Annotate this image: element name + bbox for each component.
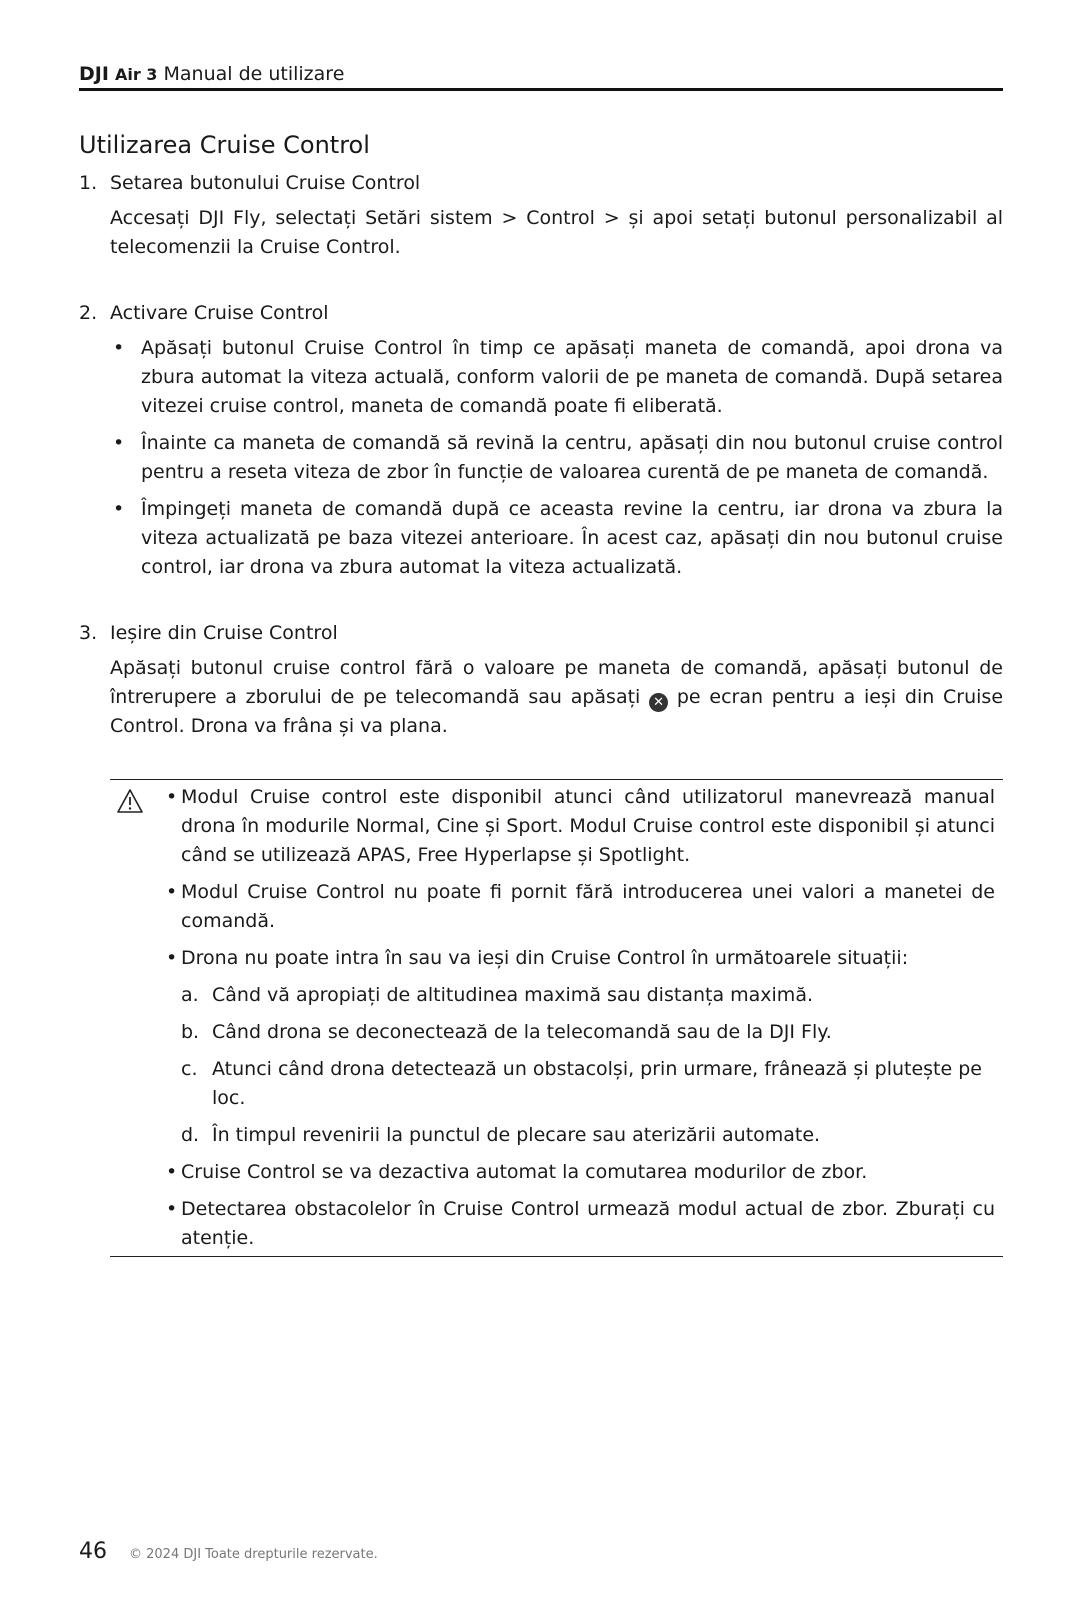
bullet-list	[110, 334, 1003, 582]
sub-item: a. Când vă apropiați de altitudinea maximă sau distanța maximă.	[181, 984, 813, 1006]
step-heading: Setarea butonului Cruise Control	[110, 172, 421, 194]
step-heading: Activare Cruise Control	[110, 302, 329, 324]
step-text: Accesați DJI Fly, selectați Setări sistem > Control > și apoi setați butonul personalizabil al telecomenzii la Cruise Control.	[110, 207, 1003, 258]
main-content	[79, 168, 1003, 741]
step-3	[79, 618, 1003, 741]
page-footer	[79, 1539, 378, 1564]
step-2	[79, 298, 1003, 582]
section-title: Utilizarea Cruise Control	[79, 131, 370, 159]
list-item: • Înainte ca maneta de comandă să revină la centru, apăsați din nou butonul cruise control pentru a reseta viteza de zbor în funcție de valoarea curentă de pe maneta de comandă.	[113, 432, 1003, 483]
document-title: Manual de utilizare	[163, 63, 345, 85]
warning-icon	[116, 788, 144, 814]
product-model: Air 3	[114, 65, 158, 84]
note-item: • Drona nu poate intra în sau va ieși din Cruise Control în următoarele situații: a. Când vă apropiați de altitudinea maximă sau distanța maximă. b. Când drona se deconectează de la telecomandă sau de la DJI Fly. c. Atunci când drona detectează un obstacolși, prin urmare, frânează și plutește pe loc. d. În timpul revenirii la punctul de plecare sau aterizării automate.	[166, 944, 995, 1150]
step-text: Apăsați butonul cruise control fără o valoare pe maneta de comandă, apăsați butonul de întrerupere a zborului de pe telecomandă sau apăsați ✕ pe ecran pentru a ieși din Cruise Control. Drona va frâna și va plana.	[110, 657, 1004, 737]
close-circle-icon: ✕	[649, 693, 668, 712]
note-item: • Modul Cruise Control nu poate fi pornit fără introducerea unei valori a manetei de comandă.	[166, 881, 995, 932]
list-item: • Apăsați butonul Cruise Control în timp ce apăsați maneta de comandă, apoi drona va zbura automat la viteza actuală, conform valorii de pe maneta de comandă. După setarea vitezei cruise control, maneta de comandă poate fi eliberată.	[113, 337, 1003, 417]
sub-item: d. În timpul revenirii la punctul de plecare sau aterizării automate.	[181, 1124, 821, 1146]
list-item: • Împingeți maneta de comandă după ce aceasta revine la centru, iar drona va zbura la viteza actualizată pe baza vitezei anterioare. În acest caz, apăsați din nou butonul cruise control, iar drona va zbura automat la viteza actualizată.	[113, 498, 1003, 578]
copyright-text: © 2024 DJI Toate drepturile rezervate.	[129, 1547, 378, 1562]
step-number: 1.	[79, 172, 98, 194]
note-list	[110, 783, 1003, 1253]
step-heading: Ieșire din Cruise Control	[110, 622, 338, 644]
brand-name: DJI	[79, 63, 109, 85]
step-number: 2.	[79, 302, 98, 324]
note-item: • Cruise Control se va dezactiva automat la comutarea modurilor de zbor.	[166, 1161, 868, 1183]
step-number: 3.	[79, 622, 98, 644]
warning-note	[110, 779, 1003, 1257]
note-item: • Modul Cruise control este disponibil atunci când utilizatorul manevrează manual drona în modurile Normal, Cine și Sport. Modul Cruise control este disponibil și atunci când se utilizează APAS, Free Hyperlapse și Spotlight.	[166, 786, 995, 866]
note-item: • Detectarea obstacolelor în Cruise Control urmează modul actual de zbor. Zburați cu atenție.	[166, 1198, 995, 1249]
page-header	[79, 60, 1003, 91]
sub-item: b. Când drona se deconectează de la telecomandă sau de la DJI Fly.	[181, 1021, 832, 1043]
sub-list	[181, 981, 995, 1150]
page-number: 46	[79, 1539, 107, 1564]
sub-item: c. Atunci când drona detectează un obstacolși, prin urmare, frânează și plutește pe loc.	[181, 1058, 982, 1109]
step-1	[79, 168, 1003, 262]
